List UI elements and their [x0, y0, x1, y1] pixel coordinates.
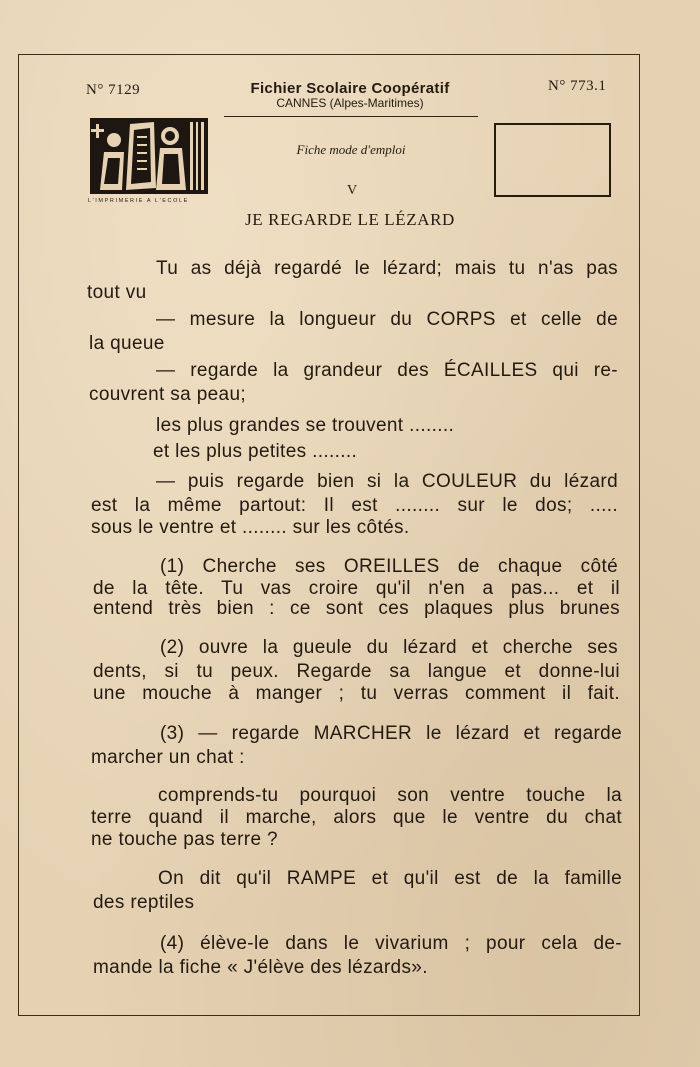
body-line: des reptiles: [93, 892, 195, 913]
body-line: — mesure la longueur du CORPS et celle de: [156, 309, 618, 330]
body-line: marcher un chat :: [91, 747, 245, 768]
header-subtitle: CANNES (Alpes-Maritimes): [276, 96, 424, 110]
body-line: ne touche pas terre ?: [91, 829, 278, 850]
logo-illustration: [90, 118, 208, 194]
header-rule: [224, 116, 478, 117]
body-line: sous le ventre et ........ sur les côtés.: [91, 517, 410, 538]
body-line: dents, si tu peux. Regarde sa langue et donne-lui: [93, 661, 620, 682]
lesson-title: JE REGARDE LE LÉZARD: [245, 210, 455, 229]
body-line: — regarde la grandeur des ÉCAILLES qui re-: [156, 360, 618, 381]
header-title: Fichier Scolaire Coopératif: [250, 80, 450, 97]
body-line: de la tête. Tu vas croire qu'il n'en a pas... et il: [93, 578, 620, 599]
body-line: la queue: [89, 333, 165, 354]
fiche-number-right: N° 773.1: [548, 78, 607, 94]
body-line: comprends-tu pourquoi son ventre touche la: [158, 785, 622, 806]
body-line: est la même partout: Il est ........ sur le dos; .....: [91, 495, 618, 516]
body-line: (4) élève-le dans le vivarium ; pour cela de-: [160, 933, 622, 954]
fiche-mode-label: Fiche mode d'emploi: [296, 142, 406, 157]
fiche-number-left: N° 7129: [86, 82, 141, 98]
body-line: couvrent sa peau;: [89, 384, 246, 405]
body-line: une mouche à manger ; tu verras comment il fait.: [93, 683, 620, 704]
logo-caption: L'IMPRIMERIE A L'ECOLE: [88, 198, 189, 204]
body-line: et les plus petites ........: [153, 441, 358, 462]
stamp-box: [494, 123, 611, 197]
printing-press-logo: [90, 118, 208, 194]
body-line: — puis regarde bien si la COULEUR du lézard: [156, 471, 618, 492]
body-line: mande la fiche « J'élève des lézards».: [93, 957, 428, 978]
body-line: tout vu: [87, 282, 147, 303]
body-line: On dit qu'il RAMPE et qu'il est de la famille: [158, 868, 622, 889]
body-line: (2) ouvre la gueule du lézard et cherche ses: [160, 637, 618, 658]
body-line: entend très bien : ce sont ces plaques plus brunes: [93, 598, 620, 619]
body-line: Tu as déjà regardé le lézard; mais tu n'as pas: [156, 258, 618, 279]
lesson-number: V: [346, 183, 358, 198]
body-line: les plus grandes se trouvent ........: [156, 415, 455, 436]
body-line: (1) Cherche ses OREILLES de chaque côté: [160, 556, 618, 577]
body-line: terre quand il marche, alors que le ventre du chat: [91, 807, 622, 828]
body-line: (3) — regarde MARCHER le lézard et regarde: [160, 723, 622, 744]
